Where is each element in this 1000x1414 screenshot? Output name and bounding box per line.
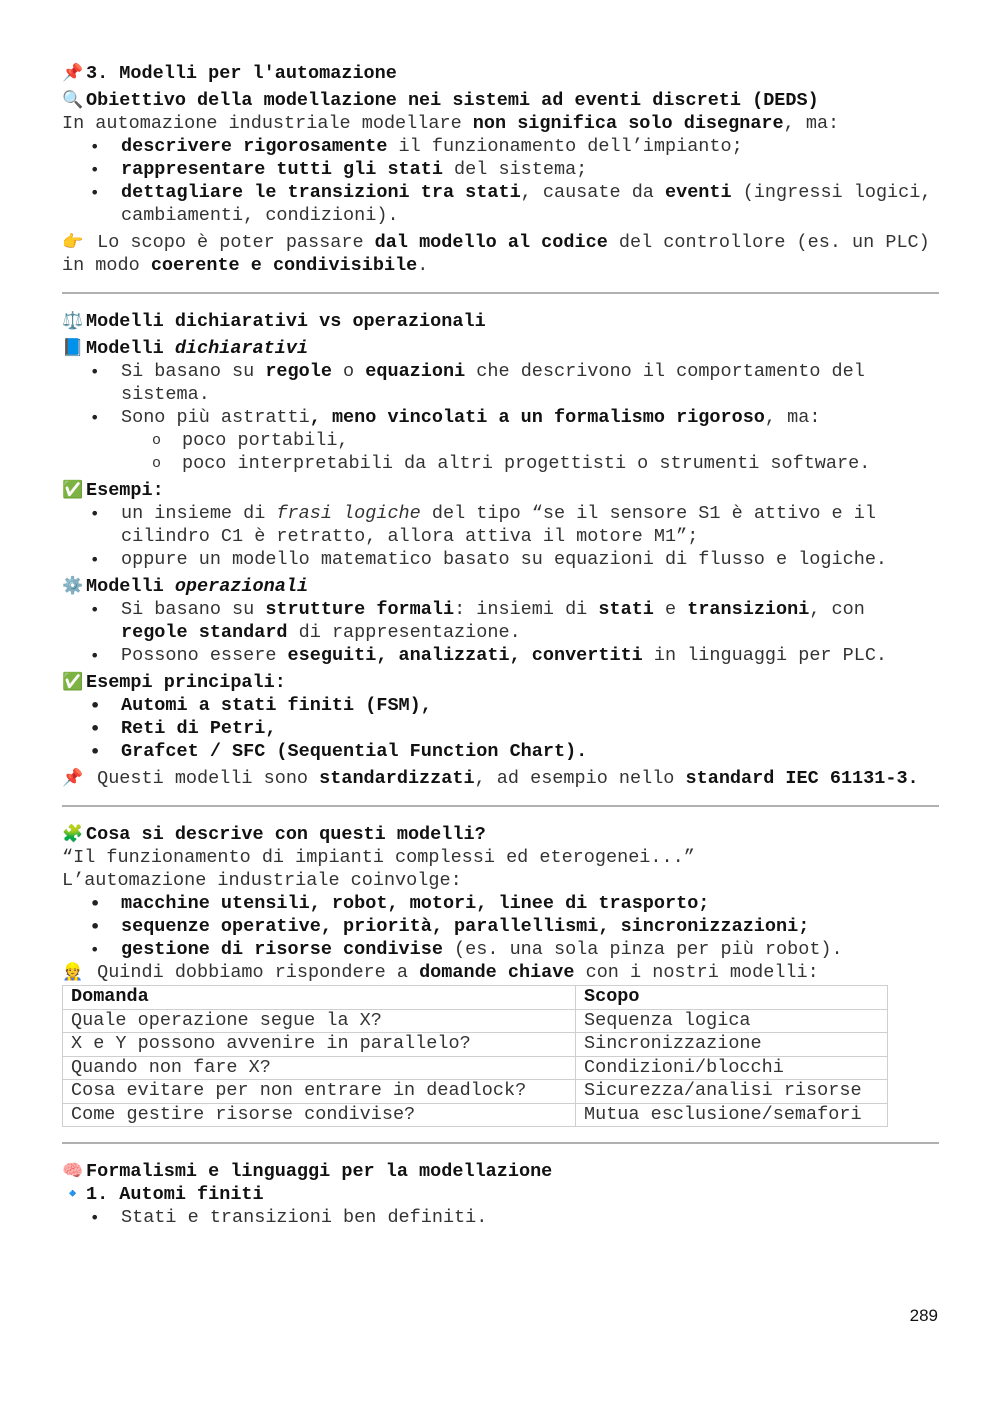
paragraph: L’automazione industriale coinvolge: bbox=[62, 870, 462, 891]
table-cell: Quale operazione segue la X? bbox=[63, 1009, 576, 1033]
check-mark-icon: ✅ bbox=[62, 672, 84, 692]
questions-table bbox=[62, 985, 888, 1127]
sub-bullet-list bbox=[62, 429, 939, 475]
divider bbox=[62, 805, 939, 807]
list-item: • Reti di Petri, bbox=[62, 717, 939, 740]
bullet-list bbox=[62, 598, 939, 667]
pushpin-icon: 📌 bbox=[62, 63, 84, 83]
quote: “Il funzionamento di impianti complessi ed eterogenei...” bbox=[62, 847, 695, 868]
list-item: • oppure un modello matematico basato su equazioni di flusso e logiche. bbox=[62, 548, 939, 571]
paragraph: In automazione industriale modellare non significa solo disegnare, ma: bbox=[62, 113, 840, 134]
table-cell: Cosa evitare per non entrare in deadlock? bbox=[63, 1080, 576, 1104]
table-header-cell: Domanda bbox=[63, 986, 576, 1010]
blue-book-icon: 📘 bbox=[62, 338, 84, 358]
subsection-title: ⚙️ Modelli operazionali bbox=[62, 576, 309, 597]
list-item: • rappresentare tutti gli stati del sistema; bbox=[62, 158, 939, 181]
table-row bbox=[63, 1009, 888, 1033]
list-item: • sequenze operative, priorità, parallellismi, sincronizzazioni; bbox=[62, 915, 939, 938]
pushpin-icon: 📌 bbox=[62, 768, 84, 788]
table-cell: Mutua esclusione/semafori bbox=[576, 1103, 888, 1127]
list-item: • gestione di risorse condivise (es. una sola pinza per più robot). bbox=[62, 938, 939, 961]
bullet-list bbox=[62, 694, 939, 763]
table-row bbox=[63, 1080, 888, 1104]
section-title: ⚖️ Modelli dichiarativi vs operazionali bbox=[62, 311, 486, 332]
paragraph: 👉 Lo scopo è poter passare dal modello al codice del controllore (es. un PLC) in modo coerente e condivisibile. bbox=[62, 232, 941, 276]
list-item: • Sono più astratti, meno vincolati a un formalismo rigoroso, ma: bbox=[62, 406, 939, 429]
table-row bbox=[63, 1103, 888, 1127]
subsection-title: 📘 Modelli dichiarativi bbox=[62, 338, 309, 359]
bullet-list bbox=[62, 892, 939, 961]
list-item: • Grafcet / SFC (Sequential Function Chart). bbox=[62, 740, 939, 763]
subsection-title: 🔹 1. Automi finiti bbox=[62, 1184, 264, 1205]
list-item: • un insieme di frasi logiche del tipo “se il sensore S1 è attivo e il cilindro C1 è retratto, allora attiva il motore M1”; bbox=[62, 502, 939, 548]
table-cell: Quando non fare X? bbox=[63, 1056, 576, 1080]
bullet-list bbox=[62, 1206, 939, 1229]
section-title: 🧩 Cosa si descrive con questi modelli? bbox=[62, 824, 486, 845]
list-item: • Si basano su regole o equazioni che descrivono il comportamento del sistema. bbox=[62, 360, 939, 406]
list-item: o poco portabili, bbox=[62, 429, 939, 452]
balance-scale-icon: ⚖️ bbox=[62, 311, 84, 331]
list-item: • descrivere rigorosamente il funzionamento dell’impianto; bbox=[62, 135, 939, 158]
paragraph: 📌 Questi modelli sono standardizzati, ad esempio nello standard IEC 61131-3. bbox=[62, 768, 919, 789]
list-item: • Automi a stati finiti (FSM), bbox=[62, 694, 939, 717]
table-cell: Come gestire risorse condivise? bbox=[63, 1103, 576, 1127]
list-item: • Stati e transizioni ben definiti. bbox=[62, 1206, 939, 1229]
examples-label: ✅ Esempi principali: bbox=[62, 672, 286, 693]
list-item: • macchine utensili, robot, motori, linee di trasporto; bbox=[62, 892, 939, 915]
examples-label: ✅ Esempi: bbox=[62, 480, 164, 501]
list-item: • Possono essere eseguiti, analizzati, convertiti in linguaggi per PLC. bbox=[62, 644, 939, 667]
bullet-list bbox=[62, 135, 939, 227]
brain-icon: 🧠 bbox=[62, 1161, 84, 1181]
check-mark-icon: ✅ bbox=[62, 480, 84, 500]
table-header-cell: Scopo bbox=[576, 986, 888, 1010]
magnifier-icon: 🔍 bbox=[62, 90, 84, 110]
table-cell: Sincronizzazione bbox=[576, 1033, 888, 1057]
document-page bbox=[62, 62, 939, 1229]
table-cell: Condizioni/blocchi bbox=[576, 1056, 888, 1080]
paragraph: 👷 Quindi dobbiamo rispondere a domande chiave con i nostri modelli: bbox=[62, 962, 819, 983]
table-cell: X e Y possono avvenire in parallelo? bbox=[63, 1033, 576, 1057]
table-row bbox=[63, 1056, 888, 1080]
section-title: 📌 3. Modelli per l'automazione bbox=[62, 63, 397, 84]
divider bbox=[62, 292, 939, 294]
worker-icon: 👷 bbox=[62, 962, 84, 982]
bullet-list bbox=[62, 360, 939, 429]
puzzle-piece-icon: 🧩 bbox=[62, 824, 84, 844]
table-cell: Sequenza logica bbox=[576, 1009, 888, 1033]
gear-icon: ⚙️ bbox=[62, 576, 84, 596]
table-cell: Sicurezza/analisi risorse bbox=[576, 1080, 888, 1104]
list-item: • Si basano su strutture formali: insiemi di stati e transizioni, con regole standard di rappresentazione. bbox=[62, 598, 939, 644]
blue-diamond-icon: 🔹 bbox=[62, 1184, 84, 1204]
subsection-title: 🔍 Obiettivo della modellazione nei sistemi ad eventi discreti (DEDS) bbox=[62, 90, 819, 111]
bullet-list bbox=[62, 502, 939, 571]
section-title: 🧠 Formalismi e linguaggi per la modellazione bbox=[62, 1161, 553, 1182]
table-row bbox=[63, 1033, 888, 1057]
table-header-row bbox=[63, 986, 888, 1010]
page-number: 289 bbox=[909, 1306, 938, 1325]
list-item: • dettagliare le transizioni tra stati, causate da eventi (ingressi logici, cambiamenti, condizioni). bbox=[62, 181, 939, 227]
list-item: o poco interpretabili da altri progettisti o strumenti software. bbox=[62, 452, 939, 475]
divider bbox=[62, 1142, 939, 1144]
pointing-hand-icon: 👉 bbox=[62, 232, 84, 252]
